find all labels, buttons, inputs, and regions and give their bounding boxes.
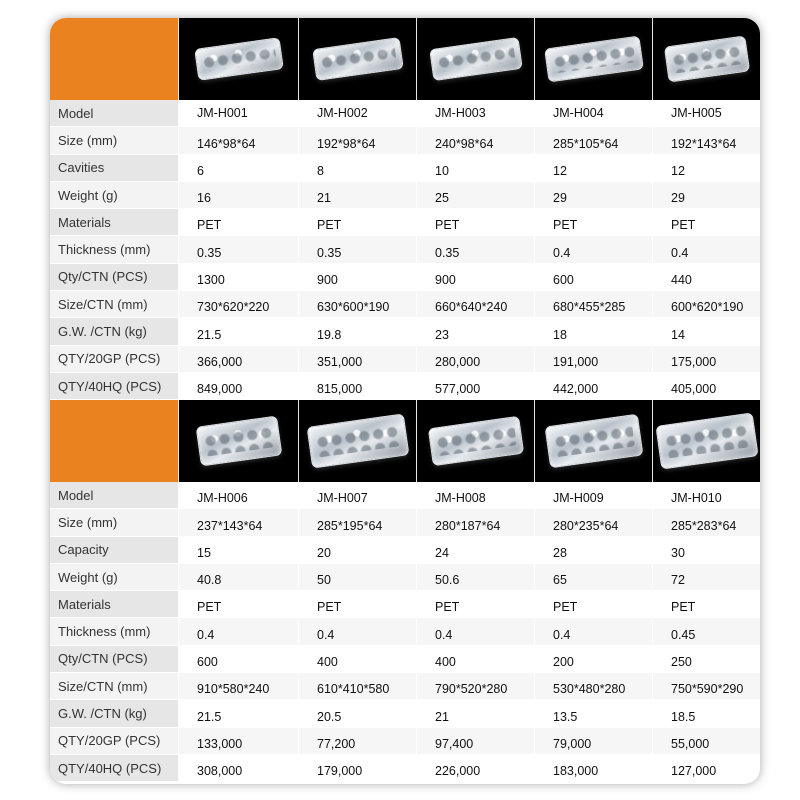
spec-cell: JM-H004: [534, 100, 652, 127]
spec-cell: 127,000: [652, 755, 760, 782]
spec-table-1: [50, 18, 760, 400]
spec-row-label: QTY/20GP (PCS): [50, 346, 178, 373]
product-photo-cell: [416, 400, 534, 482]
spec-cell: 21: [298, 182, 416, 209]
spec-cell: 600*620*190: [652, 291, 760, 318]
egg-tray-12-cavity-long-image: [544, 35, 644, 82]
spec-row-label: Model: [50, 482, 178, 509]
spec-row-label: Weight (g): [50, 182, 178, 209]
spec-cell: 730*620*220: [178, 291, 298, 318]
spec-row: [50, 318, 760, 345]
spec-cell: 0.35: [416, 236, 534, 263]
spec-row-label: G.W. /CTN (kg): [50, 700, 178, 727]
spec-rows: [50, 100, 760, 400]
spec-cell: 680*455*285: [534, 291, 652, 318]
spec-cell: 250: [652, 646, 760, 673]
spec-cell: 12: [534, 155, 652, 182]
spec-cell: JM-H002: [298, 100, 416, 127]
spec-cell: JM-H007: [298, 482, 416, 509]
spec-row: [50, 182, 760, 209]
egg-tray-6-cavity-image: [194, 37, 284, 81]
spec-row-label: Size (mm): [50, 509, 178, 536]
spec-cell: 405,000: [652, 373, 760, 400]
spec-row-label: Size/CTN (mm): [50, 673, 178, 700]
spec-cell: 0.4: [652, 236, 760, 263]
spec-cell: 191,000: [534, 346, 652, 373]
spec-cell: 815,000: [298, 373, 416, 400]
spec-row-label: QTY/40HQ (PCS): [50, 373, 178, 400]
spec-cell: 849,000: [178, 373, 298, 400]
spec-cell: 20: [298, 537, 416, 564]
spec-cell: 237*143*64: [178, 509, 298, 536]
spec-cell: 179,000: [298, 755, 416, 782]
spec-cell: 600: [178, 646, 298, 673]
spec-cell: JM-H006: [178, 482, 298, 509]
spec-cell: 530*480*280: [534, 673, 652, 700]
spec-row: [50, 291, 760, 318]
spec-cell: 285*195*64: [298, 509, 416, 536]
spec-cell: 183,000: [534, 755, 652, 782]
spec-row: [50, 155, 760, 182]
spec-row: [50, 127, 760, 154]
spec-cell: 15: [178, 537, 298, 564]
spec-row: [50, 236, 760, 263]
product-photo-cell: [178, 400, 298, 482]
spec-cell: 226,000: [416, 755, 534, 782]
spec-cell: 200: [534, 646, 652, 673]
spec-row: [50, 209, 760, 236]
spec-cell: PET: [652, 209, 760, 236]
spec-cell: PET: [416, 209, 534, 236]
spec-cell: 21: [416, 700, 534, 727]
spec-row-label: Materials: [50, 209, 178, 236]
spec-cell: 285*283*64: [652, 509, 760, 536]
spec-row-label: Thickness (mm): [50, 618, 178, 645]
spec-row-label: Size/CTN (mm): [50, 291, 178, 318]
product-photo-cell: [652, 18, 760, 100]
spec-row: [50, 755, 760, 782]
spec-cell: 21.5: [178, 700, 298, 727]
spec-row: [50, 264, 760, 291]
spec-cell: 750*590*290: [652, 673, 760, 700]
spec-cell: 29: [534, 182, 652, 209]
spec-cell: 146*98*64: [178, 127, 298, 154]
spec-row-label: Model: [50, 100, 178, 127]
spec-cell: 577,000: [416, 373, 534, 400]
spec-cell: 630*600*190: [298, 291, 416, 318]
spec-row-label: Materials: [50, 591, 178, 618]
spec-row: [50, 100, 760, 127]
spec-cell: 442,000: [534, 373, 652, 400]
spec-cell: JM-H009: [534, 482, 652, 509]
spec-cell: 192*143*64: [652, 127, 760, 154]
spec-cell: 8: [298, 155, 416, 182]
spec-cell: JM-H010: [652, 482, 760, 509]
product-photo-cell: [178, 18, 298, 100]
spec-cell: 400: [416, 646, 534, 673]
spec-cell: PET: [416, 591, 534, 618]
spec-cell: 18.5: [652, 700, 760, 727]
spec-cell: 40.8: [178, 564, 298, 591]
spec-table-2: [50, 400, 760, 782]
spec-row: [50, 537, 760, 564]
spec-cell: 72: [652, 564, 760, 591]
spec-cell: 285*105*64: [534, 127, 652, 154]
spec-cell: 50.6: [416, 564, 534, 591]
spec-row: [50, 646, 760, 673]
spec-cell: JM-H003: [416, 100, 534, 127]
spec-cell: 240*98*64: [416, 127, 534, 154]
spec-cell: 77,200: [298, 728, 416, 755]
spec-cell: 19.8: [298, 318, 416, 345]
spec-cell: 280*187*64: [416, 509, 534, 536]
spec-sheet-card: [50, 18, 760, 784]
spec-cell: 440: [652, 264, 760, 291]
orange-corner-block: [50, 18, 178, 100]
egg-tray-8-cavity-image: [312, 37, 404, 81]
spec-cell: 133,000: [178, 728, 298, 755]
spec-cell: 900: [298, 264, 416, 291]
spec-cell: 351,000: [298, 346, 416, 373]
spec-row: [50, 509, 760, 536]
egg-tray-28-cavity-image: [544, 414, 643, 469]
spec-cell: 12: [652, 155, 760, 182]
spec-row-label: Cavities: [50, 155, 178, 182]
spec-row: [50, 482, 760, 509]
spec-cell: 21.5: [178, 318, 298, 345]
spec-cell: 400: [298, 646, 416, 673]
spec-cell: 366,000: [178, 346, 298, 373]
spec-row: [50, 618, 760, 645]
egg-tray-10-cavity-image: [429, 37, 523, 81]
egg-tray-15-cavity-image: [195, 415, 282, 466]
spec-row: [50, 728, 760, 755]
spec-cell: PET: [534, 591, 652, 618]
spec-row-label: Capacity: [50, 537, 178, 564]
spec-cell: 192*98*64: [298, 127, 416, 154]
spec-cell: JM-H005: [652, 100, 760, 127]
egg-tray-30-cavity-image: [655, 412, 758, 469]
spec-cell: 55,000: [652, 728, 760, 755]
orange-corner-block: [50, 400, 178, 482]
spec-cell: PET: [298, 209, 416, 236]
product-photo-cell: [652, 400, 760, 482]
spec-cell: 900: [416, 264, 534, 291]
spec-cell: 280,000: [416, 346, 534, 373]
spec-row-label: QTY/20GP (PCS): [50, 728, 178, 755]
spec-cell: 0.4: [534, 618, 652, 645]
spec-cell: 0.4: [178, 618, 298, 645]
spec-cell: 10: [416, 155, 534, 182]
spec-cell: 0.4: [534, 236, 652, 263]
spec-cell: PET: [652, 591, 760, 618]
spec-cell: 660*640*240: [416, 291, 534, 318]
spec-cell: PET: [534, 209, 652, 236]
spec-cell: 30: [652, 537, 760, 564]
spec-cell: PET: [298, 591, 416, 618]
spec-cell: PET: [178, 209, 298, 236]
spec-cell: JM-H008: [416, 482, 534, 509]
spec-row: [50, 564, 760, 591]
spec-cell: 308,000: [178, 755, 298, 782]
spec-cell: 20.5: [298, 700, 416, 727]
spec-cell: 0.4: [298, 618, 416, 645]
egg-tray-24-cavity-image: [427, 416, 523, 466]
spec-cell: 65: [534, 564, 652, 591]
spec-row: [50, 591, 760, 618]
spec-cell: 18: [534, 318, 652, 345]
spec-row-label: Thickness (mm): [50, 236, 178, 263]
product-photo-cell: [416, 18, 534, 100]
spec-row-label: Size (mm): [50, 127, 178, 154]
spec-cell: 910*580*240: [178, 673, 298, 700]
spec-rows: [50, 482, 760, 782]
product-photo-cell: [298, 18, 416, 100]
spec-cell: 16: [178, 182, 298, 209]
spec-cell: 1300: [178, 264, 298, 291]
spec-row: [50, 346, 760, 373]
spec-cell: 0.35: [178, 236, 298, 263]
spec-cell: 23: [416, 318, 534, 345]
spec-cell: 79,000: [534, 728, 652, 755]
spec-cell: 0.35: [298, 236, 416, 263]
spec-row: [50, 673, 760, 700]
spec-row-label: Weight (g): [50, 564, 178, 591]
spec-row-label: Qty/CTN (PCS): [50, 646, 178, 673]
spec-cell: 29: [652, 182, 760, 209]
spec-cell: 600: [534, 264, 652, 291]
product-image-row: [50, 18, 760, 100]
spec-cell: 175,000: [652, 346, 760, 373]
spec-row: [50, 700, 760, 727]
product-photo-cell: [534, 18, 652, 100]
spec-cell: 50: [298, 564, 416, 591]
spec-cell: 6: [178, 155, 298, 182]
egg-tray-20-cavity-image: [306, 413, 409, 468]
spec-cell: 280*235*64: [534, 509, 652, 536]
egg-tray-12-cavity-image: [663, 35, 749, 82]
product-photo-cell: [534, 400, 652, 482]
spec-cell: 13.5: [534, 700, 652, 727]
spec-cell: 0.45: [652, 618, 760, 645]
spec-cell: 24: [416, 537, 534, 564]
spec-row: [50, 373, 760, 400]
spec-cell: JM-H001: [178, 100, 298, 127]
spec-cell: 97,400: [416, 728, 534, 755]
product-image-row: [50, 400, 760, 482]
spec-row-label: QTY/40HQ (PCS): [50, 755, 178, 782]
spec-cell: PET: [178, 591, 298, 618]
spec-row-label: G.W. /CTN (kg): [50, 318, 178, 345]
spec-cell: 790*520*280: [416, 673, 534, 700]
spec-cell: 610*410*580: [298, 673, 416, 700]
spec-cell: 0.4: [416, 618, 534, 645]
spec-cell: 14: [652, 318, 760, 345]
product-photo-cell: [298, 400, 416, 482]
spec-row-label: Qty/CTN (PCS): [50, 264, 178, 291]
spec-cell: 28: [534, 537, 652, 564]
spec-cell: 25: [416, 182, 534, 209]
